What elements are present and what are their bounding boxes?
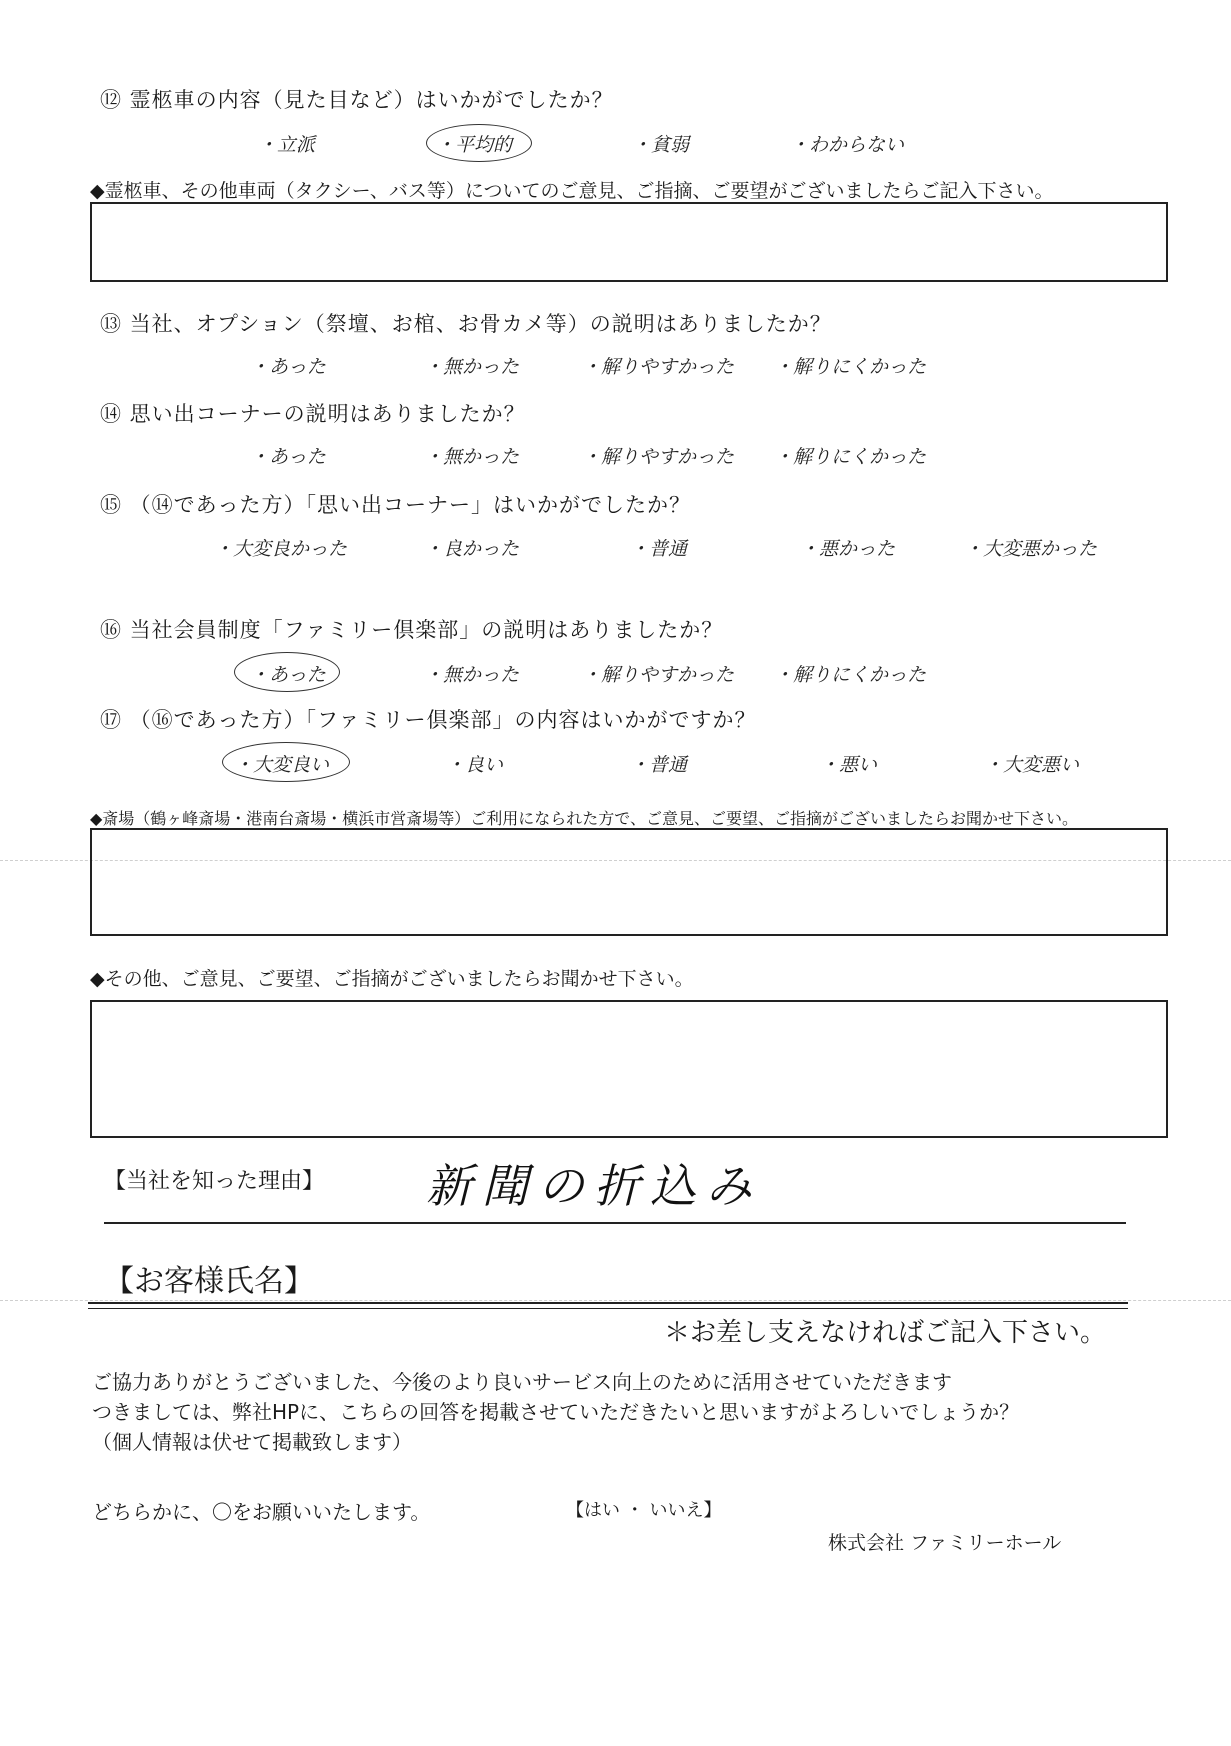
vehicle-comment-prompt: ◆霊柩車、その他車両（タクシー、バス等）についてのご意見、ご指摘、ご要望がございましたらご記入下さい。: [90, 180, 1054, 202]
q12-option-hinjaku[interactable]: ・貧弱: [632, 134, 690, 156]
q12-option-rippa[interactable]: ・立派: [258, 134, 316, 156]
other-comment-box[interactable]: [90, 1000, 1168, 1138]
q16-option-nakatta[interactable]: ・無かった: [424, 664, 520, 686]
q17-option-futsu[interactable]: ・普通: [630, 754, 688, 776]
customer-name-line: [88, 1308, 1128, 1309]
question-14: ⑭ 思い出コーナーの説明はありましたか？: [100, 402, 526, 426]
q16-option-wakariyasukatta[interactable]: ・解りやすかった: [582, 664, 735, 686]
q12-option-wakaranai[interactable]: ・わからない: [790, 134, 905, 156]
q17-option-yoi[interactable]: ・良い: [446, 754, 504, 776]
selected-circle-mark: [234, 652, 340, 692]
reason-handwritten-answer: 新聞の折込み: [426, 1159, 762, 1213]
q14-option-wakarinikukatta[interactable]: ・解りにくかった: [774, 446, 927, 468]
q15-option-taihen-yokatta[interactable]: ・大変良かった: [214, 538, 348, 560]
question-15: ⑮ （⑭であった方）「思い出コーナー」はいかがでしたか？: [100, 493, 691, 517]
vehicle-comment-box[interactable]: [90, 202, 1168, 282]
closing-line-3: （個人情報は伏せて掲載致します）: [92, 1430, 412, 1454]
q15-option-warukatta[interactable]: ・悪かった: [800, 538, 896, 560]
q14-option-wakariyasukatta[interactable]: ・解りやすかった: [582, 446, 735, 468]
customer-name-label: 【お客様氏名】: [104, 1264, 314, 1299]
q16-option-atta[interactable]: ・あった: [250, 664, 326, 686]
q17-option-taihen-warui[interactable]: ・大変悪い: [984, 754, 1080, 776]
q17-option-taihen-yoi[interactable]: ・大変良い: [234, 754, 330, 776]
fold-crease: [0, 1300, 1231, 1301]
q16-option-wakarinikukatta[interactable]: ・解りにくかった: [774, 664, 927, 686]
other-comment-prompt: ◆その他、ご意見、ご要望、ご指摘がございましたらお聞かせ下さい。: [90, 968, 694, 990]
crematorium-comment-box[interactable]: [90, 828, 1168, 936]
q15-option-futsu[interactable]: ・普通: [630, 538, 688, 560]
reason-underline: [104, 1222, 1126, 1224]
customer-name-line: [88, 1302, 1128, 1304]
q17-option-warui[interactable]: ・悪い: [820, 754, 878, 776]
closing-line-1: ご協力ありがとうございました、今後のより良いサービス向上のために活用させていただきます: [92, 1370, 952, 1394]
company-name: 株式会社 ファミリーホール: [828, 1532, 1062, 1554]
q12-option-heikinteki[interactable]: ・平均的: [436, 134, 513, 156]
q13-option-atta[interactable]: ・あった: [250, 356, 326, 378]
question-17: ⑰ （⑯であった方）「ファミリー倶楽部」の内容はいかがですか？: [100, 708, 757, 732]
reason-label: 【当社を知った理由】: [104, 1169, 325, 1194]
selected-circle-mark: [426, 124, 532, 162]
selected-circle-mark: [222, 742, 350, 782]
q13-option-wakarinikukatta[interactable]: ・解りにくかった: [774, 356, 927, 378]
q15-option-taihen-warukatta[interactable]: ・大変悪かった: [964, 538, 1098, 560]
question-12: ⑫ 霊柩車の内容（見た目など）はいかがでしたか？: [100, 88, 614, 112]
customer-name-note: ＊お差し支えなければご記入下さい。: [664, 1318, 1107, 1348]
q14-option-atta[interactable]: ・あった: [250, 446, 326, 468]
q13-option-nakatta[interactable]: ・無かった: [424, 356, 520, 378]
q14-option-nakatta[interactable]: ・無かった: [424, 446, 520, 468]
closing-line-2: つきましては、弊社HPに、こちらの回答を掲載させていただきたいと思いますがよろしいでしょうか？: [92, 1400, 1020, 1424]
circle-request: どちらかに、〇をお願いいたします。: [92, 1500, 431, 1524]
question-16: ⑯ 当社会員制度「ファミリー倶楽部」の説明はありましたか？: [100, 618, 724, 642]
crematorium-comment-prompt: ◆斎場（鶴ヶ峰斎場・港南台斎場・横浜市営斎場等）ご利用になられた方で、ご意見、ご要望、ご指摘がございましたらお聞かせ下さい。: [90, 809, 1078, 828]
yes-no-choice[interactable]: 【はい ・ いいえ】: [566, 1500, 722, 1521]
q13-option-wakariyasukatta[interactable]: ・解りやすかった: [582, 356, 735, 378]
question-13: ⑬ 当社、オプション（祭壇、お棺、お骨カメ等）の説明はありましたか？: [100, 312, 832, 336]
q15-option-yokatta[interactable]: ・良かった: [424, 538, 520, 560]
